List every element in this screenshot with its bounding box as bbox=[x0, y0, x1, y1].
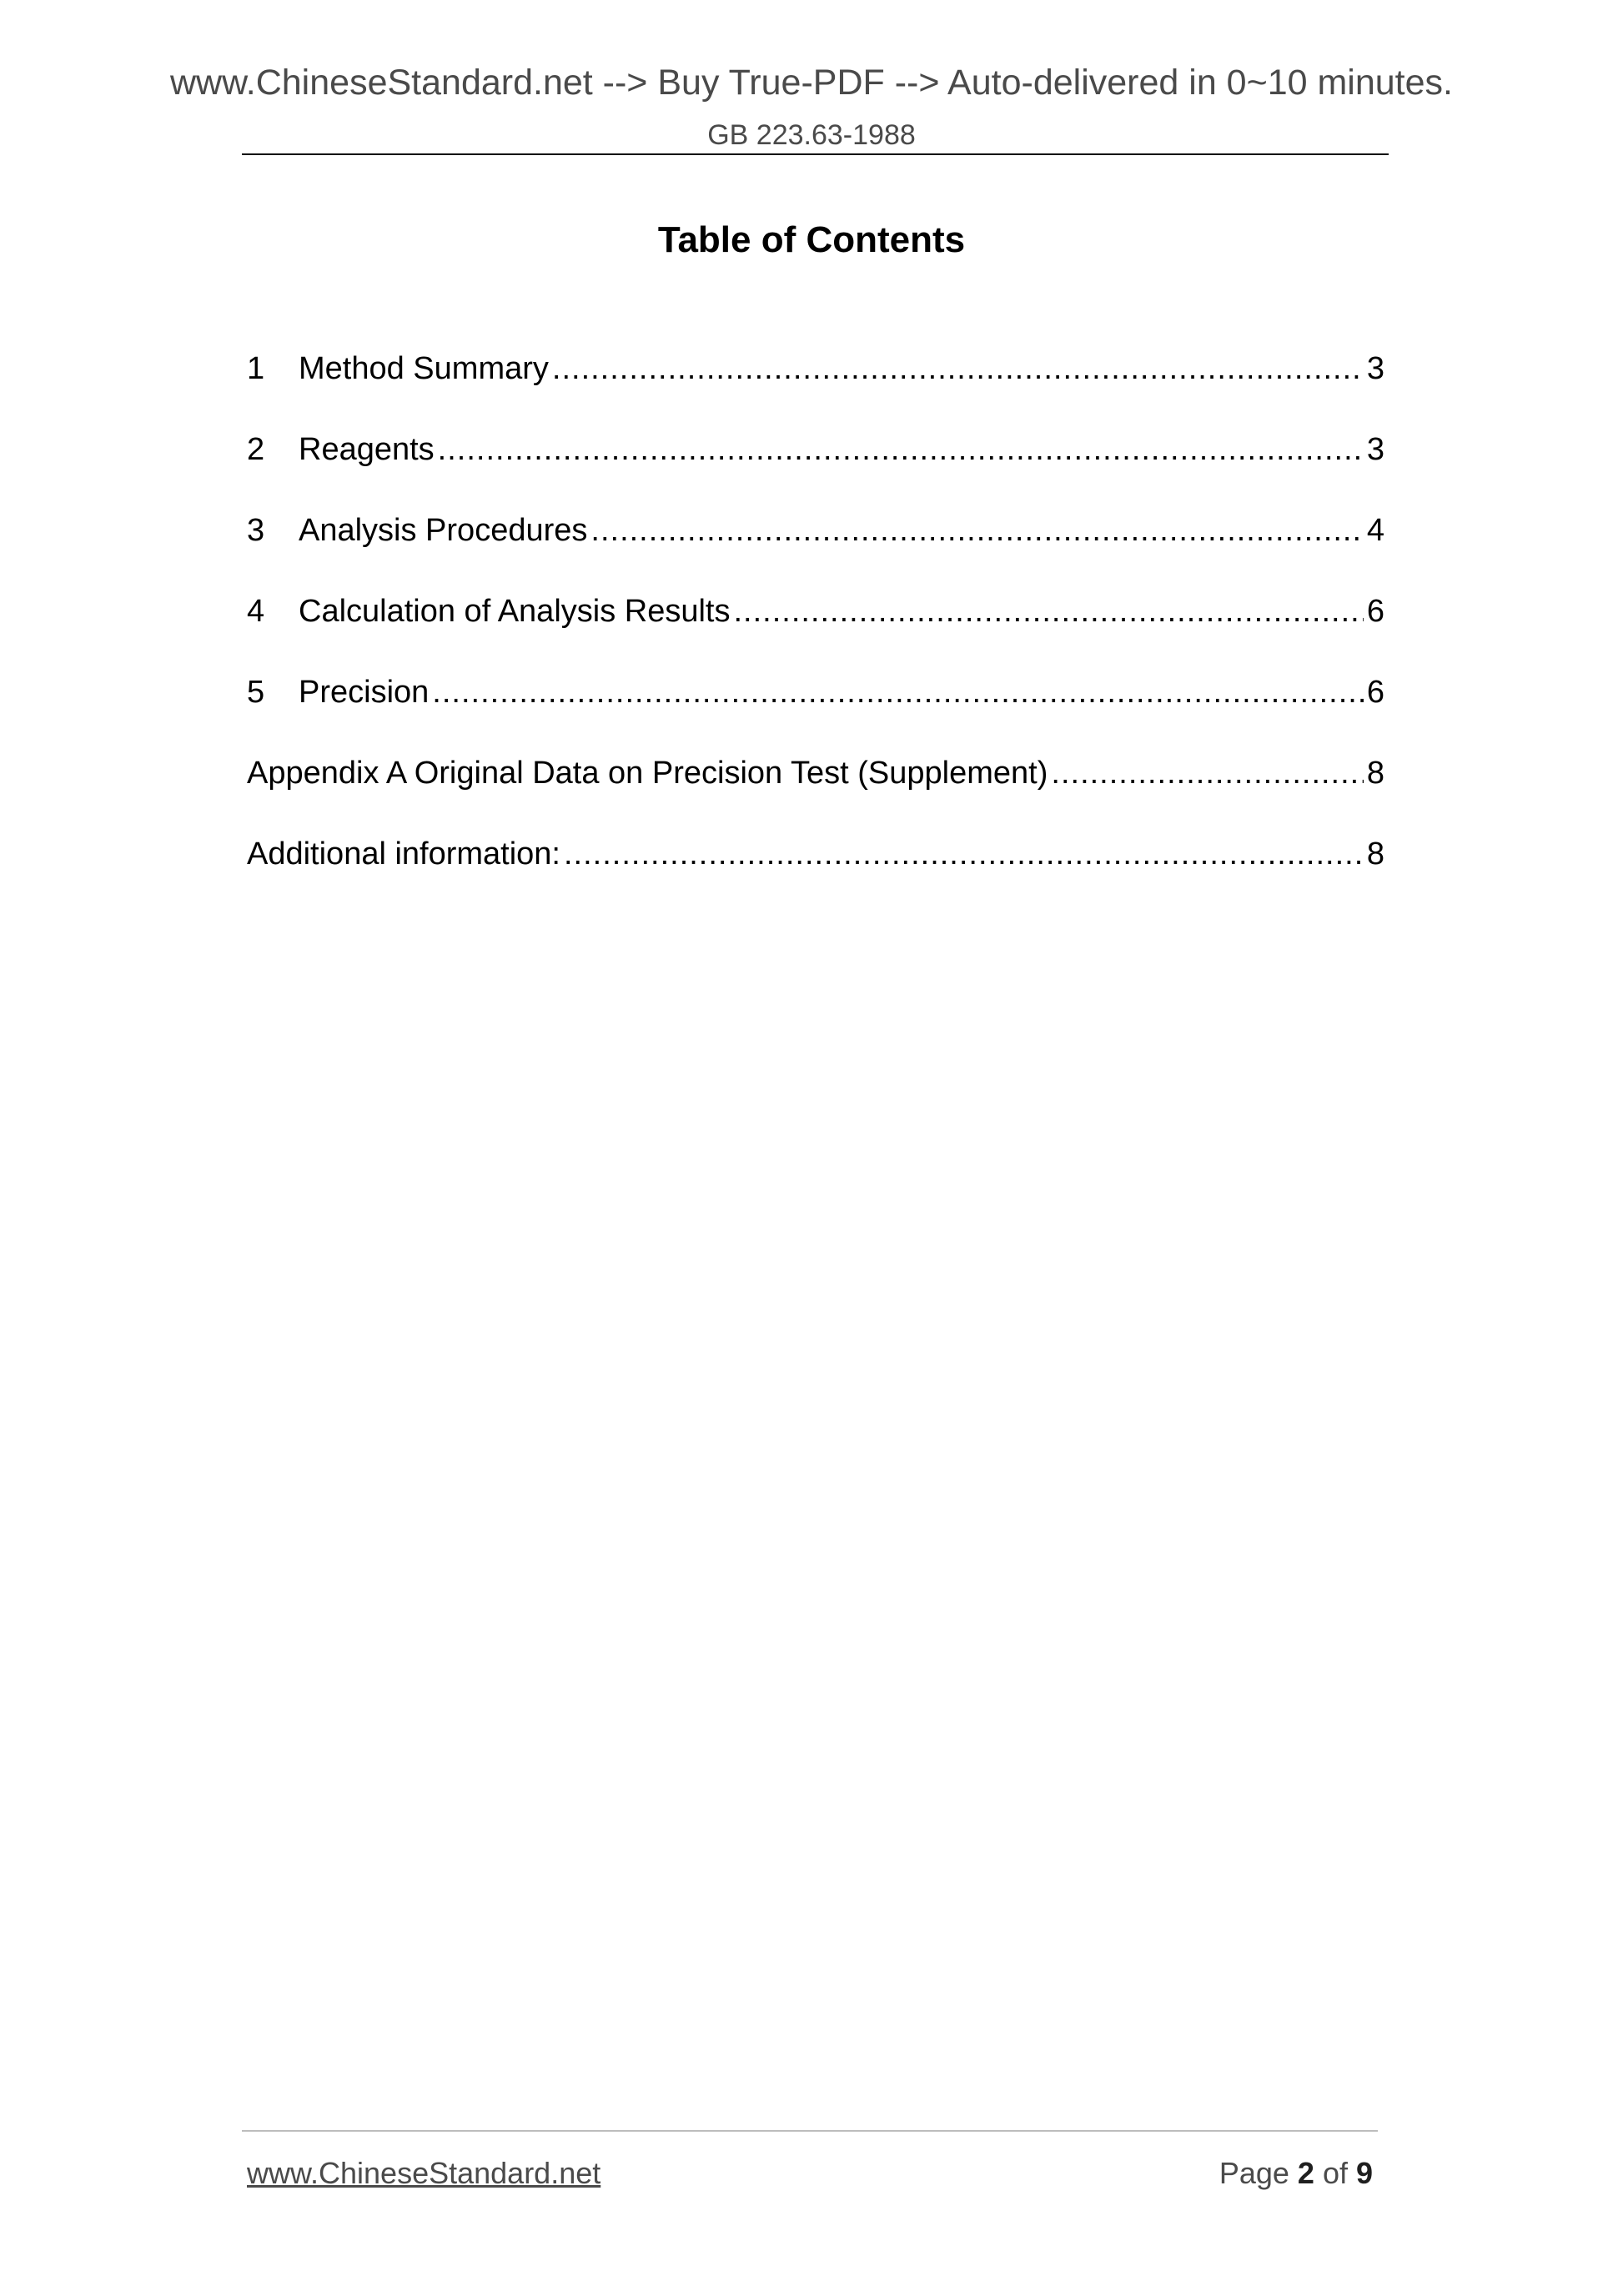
toc-entry-calculation[interactable] bbox=[247, 593, 1384, 674]
header-divider bbox=[242, 153, 1389, 155]
toc-dot-leader bbox=[590, 512, 1363, 550]
page-indicator bbox=[1219, 2155, 1373, 2191]
toc-entry-page: 8 bbox=[1366, 756, 1384, 791]
toc-entry-appendix-a[interactable] bbox=[247, 755, 1384, 836]
toc-entry-label: Calculation of Analysis Results bbox=[299, 594, 731, 629]
toc-entry-number: 4 bbox=[247, 594, 265, 629]
document-code: GB 223.63-1988 bbox=[707, 119, 916, 151]
toc-list bbox=[247, 350, 1384, 917]
toc-entry-label: Analysis Procedures bbox=[299, 513, 588, 548]
toc-entry-page: 4 bbox=[1366, 513, 1384, 548]
toc-entry-number: 2 bbox=[247, 432, 265, 467]
toc-entry-page: 3 bbox=[1366, 432, 1384, 467]
toc-entry-page: 6 bbox=[1366, 675, 1384, 710]
toc-dot-leader bbox=[733, 593, 1363, 631]
total-page-count: 9 bbox=[1355, 2156, 1373, 2190]
toc-entry-reagents[interactable] bbox=[247, 431, 1384, 512]
footer-divider bbox=[242, 2130, 1378, 2132]
toc-dot-leader bbox=[552, 350, 1364, 389]
toc-entry-analysis-procedures[interactable] bbox=[247, 512, 1384, 593]
toc-dot-leader bbox=[1051, 755, 1363, 793]
header-banner: www.ChineseStandard.net --> Buy True-PDF --> Auto-delivered in 0~10 minutes. bbox=[169, 63, 1453, 103]
toc-dot-leader bbox=[432, 674, 1364, 712]
toc-entry-label: Additional information: bbox=[247, 837, 560, 872]
toc-entry-label: Appendix A Original Data on Precision Test (Supplement) bbox=[247, 756, 1048, 791]
toc-entry-number: 1 bbox=[247, 351, 265, 386]
toc-entry-label: Precision bbox=[299, 675, 430, 710]
toc-entry-additional-information[interactable] bbox=[247, 836, 1384, 917]
page-prefix: Page bbox=[1219, 2156, 1298, 2190]
footer-site-link[interactable]: www.ChineseStandard.net bbox=[247, 2156, 601, 2190]
current-page-number: 2 bbox=[1297, 2156, 1314, 2190]
toc-entry-page: 6 bbox=[1366, 594, 1384, 629]
toc-entry-page: 8 bbox=[1366, 837, 1384, 872]
toc-entry-page: 3 bbox=[1366, 351, 1384, 386]
toc-dot-leader bbox=[564, 836, 1364, 874]
toc-entry-number: 5 bbox=[247, 675, 265, 710]
toc-title: Table of Contents bbox=[657, 219, 966, 260]
toc-entry-label: Method Summary bbox=[299, 351, 549, 386]
toc-entry-method-summary[interactable] bbox=[247, 350, 1384, 431]
toc-dot-leader bbox=[438, 431, 1364, 470]
toc-entry-precision[interactable] bbox=[247, 674, 1384, 755]
toc-entry-number: 3 bbox=[247, 513, 265, 548]
toc-entry-label: Reagents bbox=[299, 432, 435, 467]
page-separator: of bbox=[1314, 2156, 1356, 2190]
